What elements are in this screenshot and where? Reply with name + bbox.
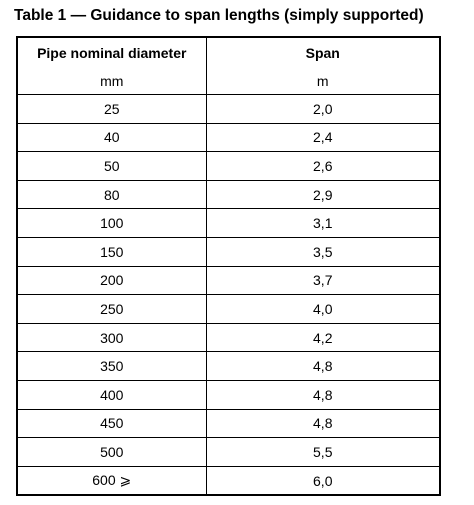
span-table xyxy=(16,36,441,496)
table-row xyxy=(17,237,440,266)
unit-cell-diameter: mm xyxy=(17,67,206,95)
table-row xyxy=(17,180,440,209)
span-cell: 4,2 xyxy=(206,323,440,352)
span-cell: 4,8 xyxy=(206,409,440,438)
header-cell-span: Span xyxy=(206,37,440,67)
table-row xyxy=(17,152,440,181)
diameter-cell: 400 xyxy=(17,380,206,409)
diameter-cell: 200 xyxy=(17,266,206,295)
table-row xyxy=(17,295,440,324)
span-cell: 4,8 xyxy=(206,352,440,381)
span-cell: 3,1 xyxy=(206,209,440,238)
span-cell: 2,0 xyxy=(206,95,440,124)
table-row xyxy=(17,123,440,152)
span-cell: 4,0 xyxy=(206,295,440,324)
span-cell: 6,0 xyxy=(206,466,440,495)
table-row xyxy=(17,209,440,238)
diameter-cell: 600 ⩾ xyxy=(17,466,206,495)
diameter-cell: 150 xyxy=(17,237,206,266)
span-cell: 2,9 xyxy=(206,180,440,209)
diameter-cell: 40 xyxy=(17,123,206,152)
span-cell: 5,5 xyxy=(206,438,440,467)
unit-cell-span: m xyxy=(206,67,440,95)
table-row xyxy=(17,352,440,381)
diameter-cell: 350 xyxy=(17,352,206,381)
table-row xyxy=(17,466,440,495)
span-cell: 4,8 xyxy=(206,380,440,409)
table-row xyxy=(17,266,440,295)
span-cell: 2,4 xyxy=(206,123,440,152)
header-row xyxy=(17,37,440,67)
diameter-cell: 500 xyxy=(17,438,206,467)
span-cell: 2,6 xyxy=(206,152,440,181)
table-row xyxy=(17,95,440,124)
diameter-cell: 450 xyxy=(17,409,206,438)
table-row xyxy=(17,380,440,409)
table-caption: Table 1 — Guidance to span lengths (simply supported) xyxy=(14,7,424,24)
table-row xyxy=(17,323,440,352)
diameter-cell: 50 xyxy=(17,152,206,181)
diameter-cell: 80 xyxy=(17,180,206,209)
span-cell: 3,5 xyxy=(206,237,440,266)
table-row xyxy=(17,409,440,438)
diameter-cell: 100 xyxy=(17,209,206,238)
table-row xyxy=(17,438,440,467)
header-cell-diameter: Pipe nominal diameter xyxy=(17,37,206,67)
diameter-cell: 25 xyxy=(17,95,206,124)
span-cell: 3,7 xyxy=(206,266,440,295)
units-row xyxy=(17,67,440,95)
diameter-cell: 250 xyxy=(17,295,206,324)
diameter-cell: 300 xyxy=(17,323,206,352)
